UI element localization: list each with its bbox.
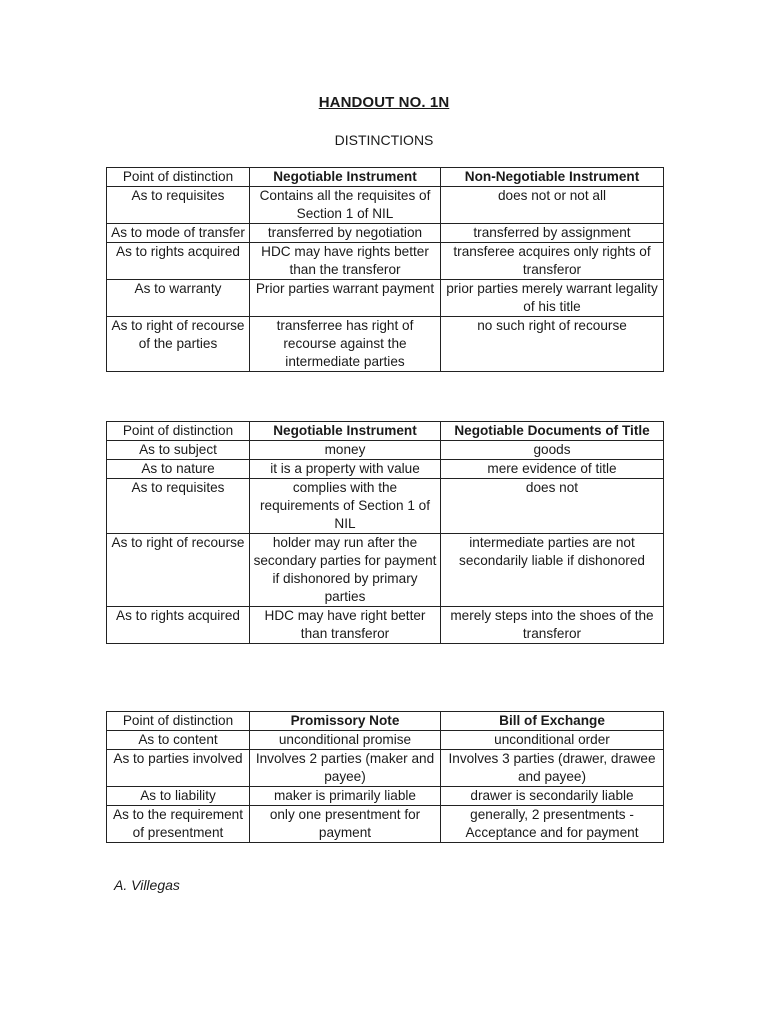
table-header-row (107, 168, 664, 187)
table-cell: drawer is secondarily liable (441, 787, 664, 806)
table-cell: As to mode of transfer (107, 224, 250, 243)
table-cell: transferred by assignment (441, 224, 664, 243)
table-row (107, 607, 664, 644)
table-cell: money (250, 441, 441, 460)
table-cell: it is a property with value (250, 460, 441, 479)
table-cell: As to requisites (107, 187, 250, 224)
header-cell: Negotiable Documents of Title (441, 422, 664, 441)
table-cell: As to parties involved (107, 750, 250, 787)
table-cell: As to right of recourse of the parties (107, 317, 250, 372)
table-cell: prior parties merely warrant legality of his title (441, 280, 664, 317)
table-cell: transferee acquires only rights of transferor (441, 243, 664, 280)
table-cell: Involves 3 parties (drawer, drawee and payee) (441, 750, 664, 787)
header-cell: Non-Negotiable Instrument (441, 168, 664, 187)
table-cell: As to subject (107, 441, 250, 460)
table-cell: complies with the requirements of Section 1 of NIL (250, 479, 441, 534)
table-cell: As to requisites (107, 479, 250, 534)
handout-title: HANDOUT NO. 1N (318, 94, 450, 111)
table-row (107, 441, 664, 460)
header-cell: Point of distinction (107, 422, 250, 441)
table-cell: As to nature (107, 460, 250, 479)
table-cell: HDC may have right better than transferor (250, 607, 441, 644)
table-cell: no such right of recourse (441, 317, 664, 372)
author-name: A. Villegas (114, 877, 180, 893)
table-cell: goods (441, 441, 664, 460)
table-cell: does not or not all (441, 187, 664, 224)
table-cell: As to warranty (107, 280, 250, 317)
table-row (107, 187, 664, 224)
header-cell: Bill of Exchange (441, 712, 664, 731)
table-promissory-note-vs-bill-of-exchange (106, 711, 664, 843)
distinctions-subtitle: DISTINCTIONS (334, 132, 434, 148)
table-cell: only one presentment for payment (250, 806, 441, 843)
table-cell: As to right of recourse (107, 534, 250, 607)
table-cell: intermediate parties are not secondarily liable if dishonored (441, 534, 664, 607)
table-cell: Contains all the requisites of Section 1 of NIL (250, 187, 441, 224)
table-cell: maker is primarily liable (250, 787, 441, 806)
table-cell: HDC may have rights better than the transferor (250, 243, 441, 280)
table-cell: As to the requirement of presentment (107, 806, 250, 843)
table-negotiable-vs-documents-of-title (106, 421, 664, 644)
table-row (107, 787, 664, 806)
table-cell: transferree has right of recourse against the intermediate parties (250, 317, 441, 372)
table-header-row (107, 422, 664, 441)
table-cell: generally, 2 presentments - Acceptance and for payment (441, 806, 664, 843)
header-cell: Negotiable Instrument (250, 168, 441, 187)
table-header-row (107, 712, 664, 731)
table-negotiable-vs-non-negotiable (106, 167, 664, 372)
table-cell: As to rights acquired (107, 243, 250, 280)
table-row (107, 479, 664, 534)
table-cell: Prior parties warrant payment (250, 280, 441, 317)
table-row (107, 224, 664, 243)
header-cell: Negotiable Instrument (250, 422, 441, 441)
table-cell: unconditional promise (250, 731, 441, 750)
table-row (107, 243, 664, 280)
table-row (107, 534, 664, 607)
table-cell: As to liability (107, 787, 250, 806)
table-cell: As to content (107, 731, 250, 750)
table-row (107, 280, 664, 317)
table-row (107, 317, 664, 372)
table-row (107, 750, 664, 787)
table-cell: As to rights acquired (107, 607, 250, 644)
table-cell: transferred by negotiation (250, 224, 441, 243)
table-row (107, 806, 664, 843)
table-row (107, 731, 664, 750)
table-cell: unconditional order (441, 731, 664, 750)
header-cell: Point of distinction (107, 712, 250, 731)
table-cell: Involves 2 parties (maker and payee) (250, 750, 441, 787)
header-cell: Point of distinction (107, 168, 250, 187)
table-cell: does not (441, 479, 664, 534)
table-cell: mere evidence of title (441, 460, 664, 479)
header-cell: Promissory Note (250, 712, 441, 731)
table-row (107, 460, 664, 479)
table-cell: merely steps into the shoes of the transferor (441, 607, 664, 644)
table-cell: holder may run after the secondary parties for payment if dishonored by primary parties (250, 534, 441, 607)
